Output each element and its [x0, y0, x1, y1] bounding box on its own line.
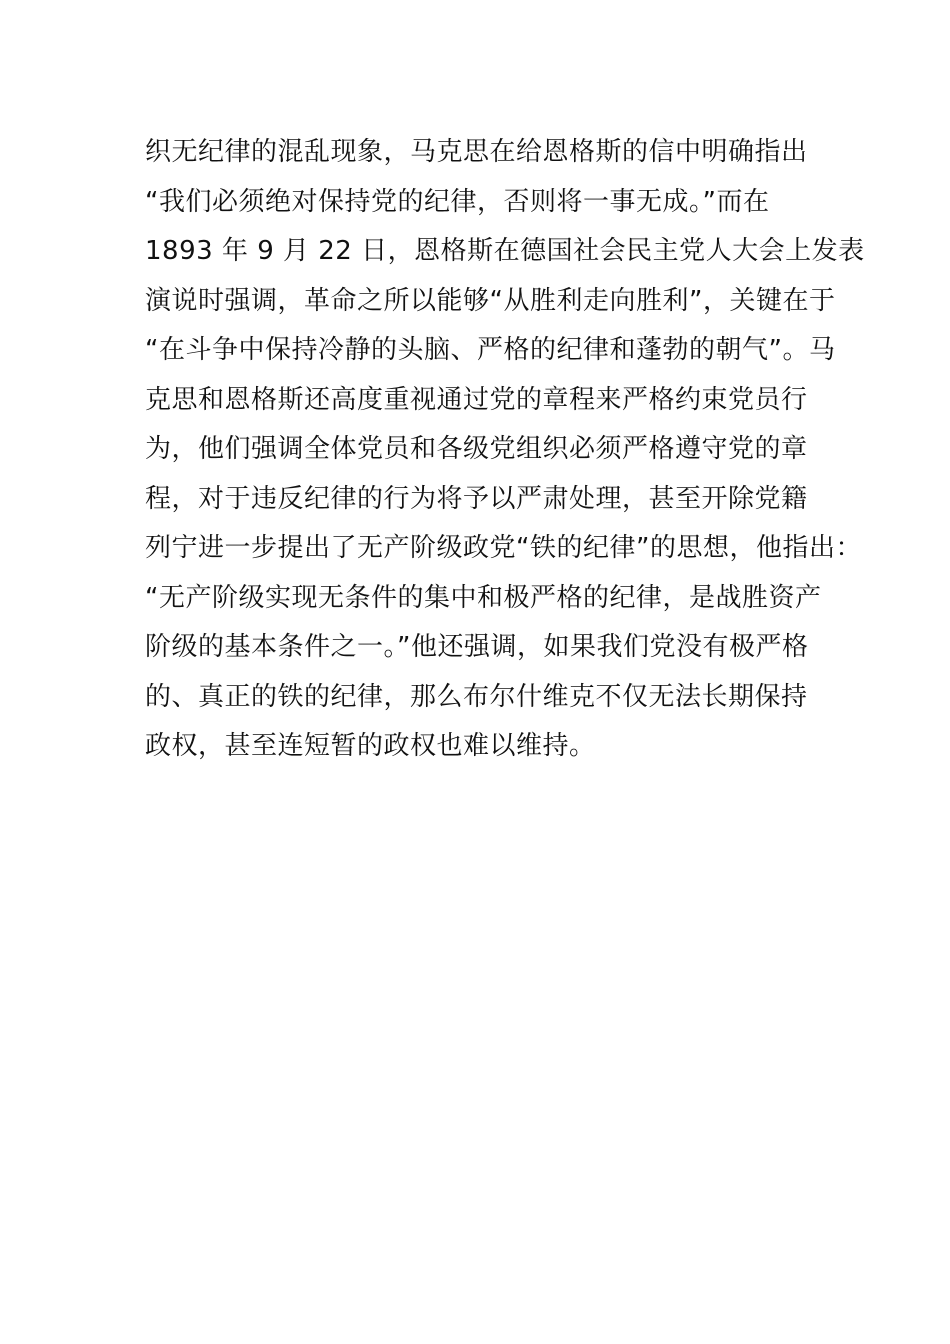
text-line: 克思和恩格斯还高度重视通过党的章程来严格约束党员行: [145, 384, 808, 415]
text-line: 为，他们强调全体党员和各级党组织必须严格遵守党的章: [145, 434, 808, 464]
body-text: [145, 128, 865, 772]
text-line: 阶级的基本条件之一。”他还强调，如果我们党没有极严格: [145, 632, 809, 662]
text-line: “无产阶级实现无条件的集中和极严格的纪律，是战胜资产: [145, 582, 822, 613]
text-line: 的、真正的铁的纪律，那么布尔什维克不仅无法长期保持: [145, 681, 808, 712]
text-line: “在斗争中保持冷静的头脑、严格的纪律和蓬勃的朝气”。马: [145, 335, 836, 365]
text-line: 织无纪律的混乱现象，马克思在给恩格斯的信中明确指出: [145, 137, 808, 167]
text-line: 列宁进一步提出了无产阶级政党“铁的纪律”的思想，他指出：: [145, 533, 862, 563]
text-line: 政权，甚至连短暂的政权也难以维持。: [145, 731, 596, 761]
text-line: “我们必须绝对保持党的纪律，否则将一事无成。”而在: [145, 186, 770, 217]
text-line: 1893 年 9 月 22 日，恩格斯在德国社会民主党人大会上发表: [145, 236, 865, 266]
text-line: 演说时强调，革命之所以能够“从胜利走向胜利”，关键在于: [145, 285, 836, 316]
text-line: 程，对于违反纪律的行为将予以严肃处理，甚至开除党籍: [145, 483, 808, 514]
